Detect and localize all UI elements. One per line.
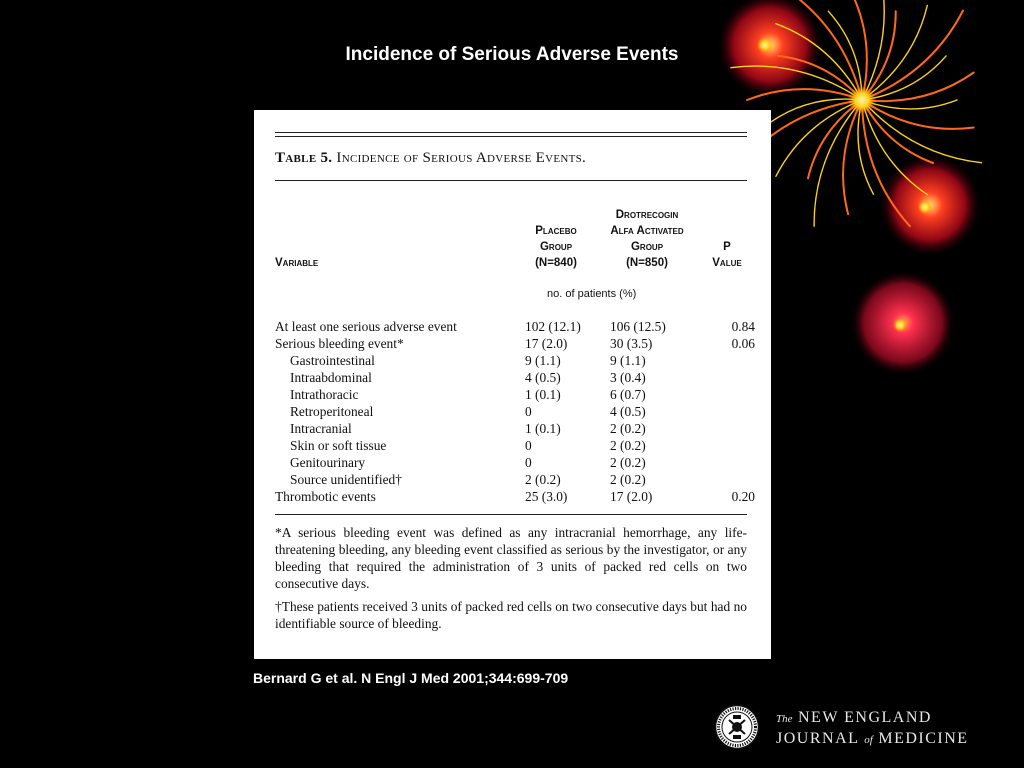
table-row bbox=[275, 437, 755, 454]
footnote-source: †These patients received 3 units of packed red cells on two consecutive days but had no identifiable source of bleeding. bbox=[275, 599, 747, 631]
row-drotrecogin-value: 9 (1.1) bbox=[610, 353, 646, 368]
row-placebo-value: 0 bbox=[525, 438, 532, 453]
table-top-rule bbox=[275, 132, 747, 133]
row-variable: Gastrointestinal bbox=[290, 353, 375, 368]
row-p-value: 0.20 bbox=[731, 489, 755, 504]
row-placebo-value: 25 (3.0) bbox=[525, 489, 568, 504]
header-drotrecogin: Drotrecogin Alfa Activated Group (N=850) bbox=[610, 209, 684, 269]
firework-ray bbox=[862, 100, 933, 163]
row-variable: Thrombotic events bbox=[275, 489, 376, 504]
row-drotrecogin-value: 2 (0.2) bbox=[610, 455, 646, 470]
row-drotrecogin-value: 106 (12.5) bbox=[610, 319, 666, 334]
table-caption bbox=[275, 150, 586, 167]
row-placebo-value: 17 (2.0) bbox=[525, 336, 568, 351]
table-row bbox=[275, 403, 755, 420]
row-placebo-value: 0 bbox=[525, 404, 532, 419]
row-drotrecogin-value: 2 (0.2) bbox=[610, 472, 646, 487]
row-placebo-value: 9 (1.1) bbox=[525, 353, 561, 368]
row-placebo-value: 102 (12.1) bbox=[525, 319, 581, 334]
journal-logo bbox=[714, 704, 1004, 750]
row-drotrecogin-value: 3 (0.4) bbox=[610, 370, 646, 385]
firework-core bbox=[918, 200, 932, 214]
row-p-value: 0.84 bbox=[731, 319, 755, 334]
citation: Bernard G et al. N Engl J Med 2001;344:699-709 bbox=[253, 670, 569, 686]
row-placebo-value: 1 (0.1) bbox=[525, 421, 561, 436]
firework-core bbox=[848, 86, 876, 114]
unit-note: no. of patients (%) bbox=[547, 288, 637, 300]
row-variable: Source unidentified† bbox=[290, 472, 402, 487]
row-variable: Intrathoracic bbox=[290, 387, 359, 402]
journal-name: The NEW ENGLAND JOURNAL of MEDICINE bbox=[776, 709, 969, 747]
table-caption-label: Table 5. bbox=[275, 150, 333, 166]
row-variable: Intracranial bbox=[290, 421, 352, 436]
glow-orb bbox=[880, 155, 980, 255]
firework-ray bbox=[862, 100, 982, 163]
firework-ray bbox=[858, 100, 874, 194]
row-variable: Retroperitoneal bbox=[290, 404, 374, 419]
row-drotrecogin-value: 4 (0.5) bbox=[610, 404, 646, 419]
row-drotrecogin-value: 30 (3.5) bbox=[610, 336, 653, 351]
firework-ray bbox=[731, 66, 862, 100]
table-top-rule bbox=[275, 136, 747, 137]
firework-ray bbox=[862, 100, 927, 195]
table-row bbox=[275, 488, 755, 505]
firework-ray bbox=[862, 100, 957, 109]
header-p-value: P Value bbox=[712, 241, 742, 269]
seal-icon bbox=[714, 704, 760, 750]
row-drotrecogin-value: 6 (0.7) bbox=[610, 387, 646, 402]
row-drotrecogin-value: 17 (2.0) bbox=[610, 489, 653, 504]
row-variable: Intraabdominal bbox=[290, 370, 372, 385]
caption-rule bbox=[275, 180, 747, 181]
header-placebo: Placebo Group (N=840) bbox=[535, 225, 577, 269]
row-drotrecogin-value: 2 (0.2) bbox=[610, 421, 646, 436]
row-variable: Genitourinary bbox=[290, 455, 366, 470]
row-placebo-value: 4 (0.5) bbox=[525, 370, 561, 385]
row-drotrecogin-value: 2 (0.2) bbox=[610, 438, 646, 453]
table-image-panel bbox=[254, 110, 771, 659]
firework-ray bbox=[814, 100, 862, 226]
firework-ray bbox=[862, 100, 910, 226]
row-variable: Skin or soft tissue bbox=[290, 438, 387, 453]
firework-ray bbox=[770, 99, 862, 123]
row-placebo-value: 2 (0.2) bbox=[525, 472, 561, 487]
header-variable: Variable bbox=[275, 257, 319, 269]
firework-ray bbox=[862, 100, 974, 129]
row-variable: At least one serious adverse event bbox=[275, 319, 457, 334]
table-row bbox=[275, 369, 755, 386]
glow-orb bbox=[851, 271, 955, 375]
table-caption-text: Incidence of Serious Adverse Events. bbox=[336, 150, 587, 166]
firework-ray bbox=[843, 100, 862, 214]
firework-ray bbox=[747, 89, 862, 100]
table-row bbox=[275, 318, 755, 335]
footnote-rule bbox=[275, 514, 747, 515]
firework-ray bbox=[808, 100, 862, 178]
row-placebo-value: 1 (0.1) bbox=[525, 387, 561, 402]
row-variable: Serious bleeding event* bbox=[275, 336, 404, 351]
row-p-value: 0.06 bbox=[731, 336, 755, 351]
firework-ray bbox=[862, 73, 974, 102]
table-row bbox=[275, 471, 755, 488]
slide-title: Incidence of Serious Adverse Events bbox=[345, 44, 679, 65]
table-row bbox=[275, 420, 755, 437]
table-row bbox=[275, 352, 755, 369]
table-row bbox=[275, 454, 755, 471]
firework-core bbox=[893, 318, 907, 332]
table-row bbox=[275, 335, 755, 352]
footnote-bleeding: *A serious bleeding event was defined as any intracranial hemorrhage, any life-threatening bleeding, any bleeding event classified as serious by the investigator, or any bleeding that required the administration of 3 units of packed red cells on two consecutive days. bbox=[275, 525, 747, 591]
row-placebo-value: 0 bbox=[525, 455, 532, 470]
firework-ray bbox=[776, 100, 862, 176]
table-row bbox=[275, 386, 755, 403]
